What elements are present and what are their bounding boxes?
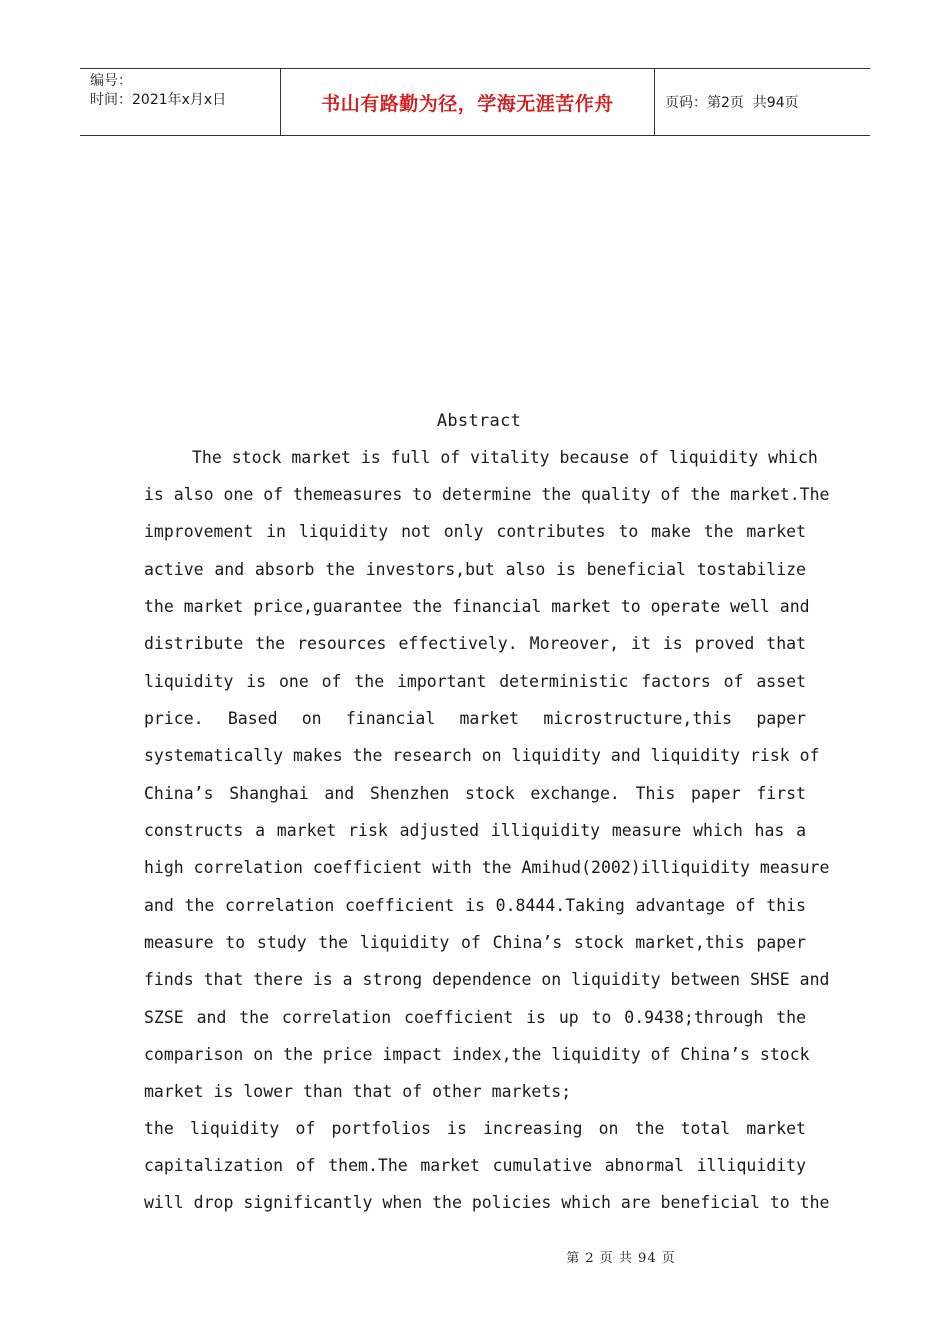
abstract-line: improvement in liquidity not only contributes to make the market xyxy=(144,522,806,541)
abstract-line: distribute the resources effectively. Moreover, it is proved that xyxy=(144,634,806,653)
abstract-line: SZSE and the correlation coefficient is up to 0.9438;through the xyxy=(144,1008,806,1027)
abstract-line: price. Based on financial market microstructure,this paper xyxy=(144,709,806,728)
abstract-line: market is lower than that of other markets; xyxy=(144,1082,572,1101)
document-number-label: 编号： xyxy=(90,73,132,89)
header-info-cell xyxy=(80,69,281,135)
abstract-line: will drop significantly when the policies which are beneficial to the xyxy=(144,1193,830,1212)
abstract-line: capitalization of them.The market cumulative abnormal illiquidity xyxy=(144,1156,806,1175)
page-header xyxy=(80,68,870,136)
abstract-line: China’s Shanghai and Shenzhen stock exchange. This paper first xyxy=(144,784,806,803)
abstract-line: is also one of themeasures to determine the quality of the market.The xyxy=(144,485,830,504)
abstract-line: liquidity is one of the important deterministic factors of asset xyxy=(144,672,806,691)
abstract-line: finds that there is a strong dependence on liquidity between SHSE and xyxy=(144,970,830,989)
abstract-line: The stock market is full of vitality because of liquidity which xyxy=(192,448,818,467)
abstract-line: and the correlation coefficient is 0.8444.Taking advantage of this xyxy=(144,896,806,915)
abstract-title: Abstract xyxy=(436,411,522,431)
abstract-line: comparison on the price impact index,the liquidity of China’s stock xyxy=(144,1045,810,1064)
abstract-line: systematically makes the research on liquidity and liquidity risk of xyxy=(144,746,820,765)
document-date-label: 时间：2021年x月x日 xyxy=(90,92,227,108)
abstract-line: the liquidity of portfolios is increasing on the total market xyxy=(144,1119,806,1138)
header-page-info: 页码：第2页 共94页 xyxy=(665,95,799,111)
page-footer: 第 2 页 共 94 页 xyxy=(566,1251,676,1266)
abstract-line: active and absorb the investors,but also is beneficial tostabilize xyxy=(144,560,806,579)
abstract-line: constructs a market risk adjusted illiquidity measure which has a xyxy=(144,821,806,840)
abstract-line: the market price,guarantee the financial market to operate well and xyxy=(144,597,810,616)
abstract-line: measure to study the liquidity of China’s stock market,this paper xyxy=(144,933,806,952)
header-motto: 书山有路勤为径，学海无涯苦作舟 xyxy=(281,69,655,135)
abstract-line: high correlation coefficient with the Amihud(2002)illiquidity measure xyxy=(144,858,830,877)
